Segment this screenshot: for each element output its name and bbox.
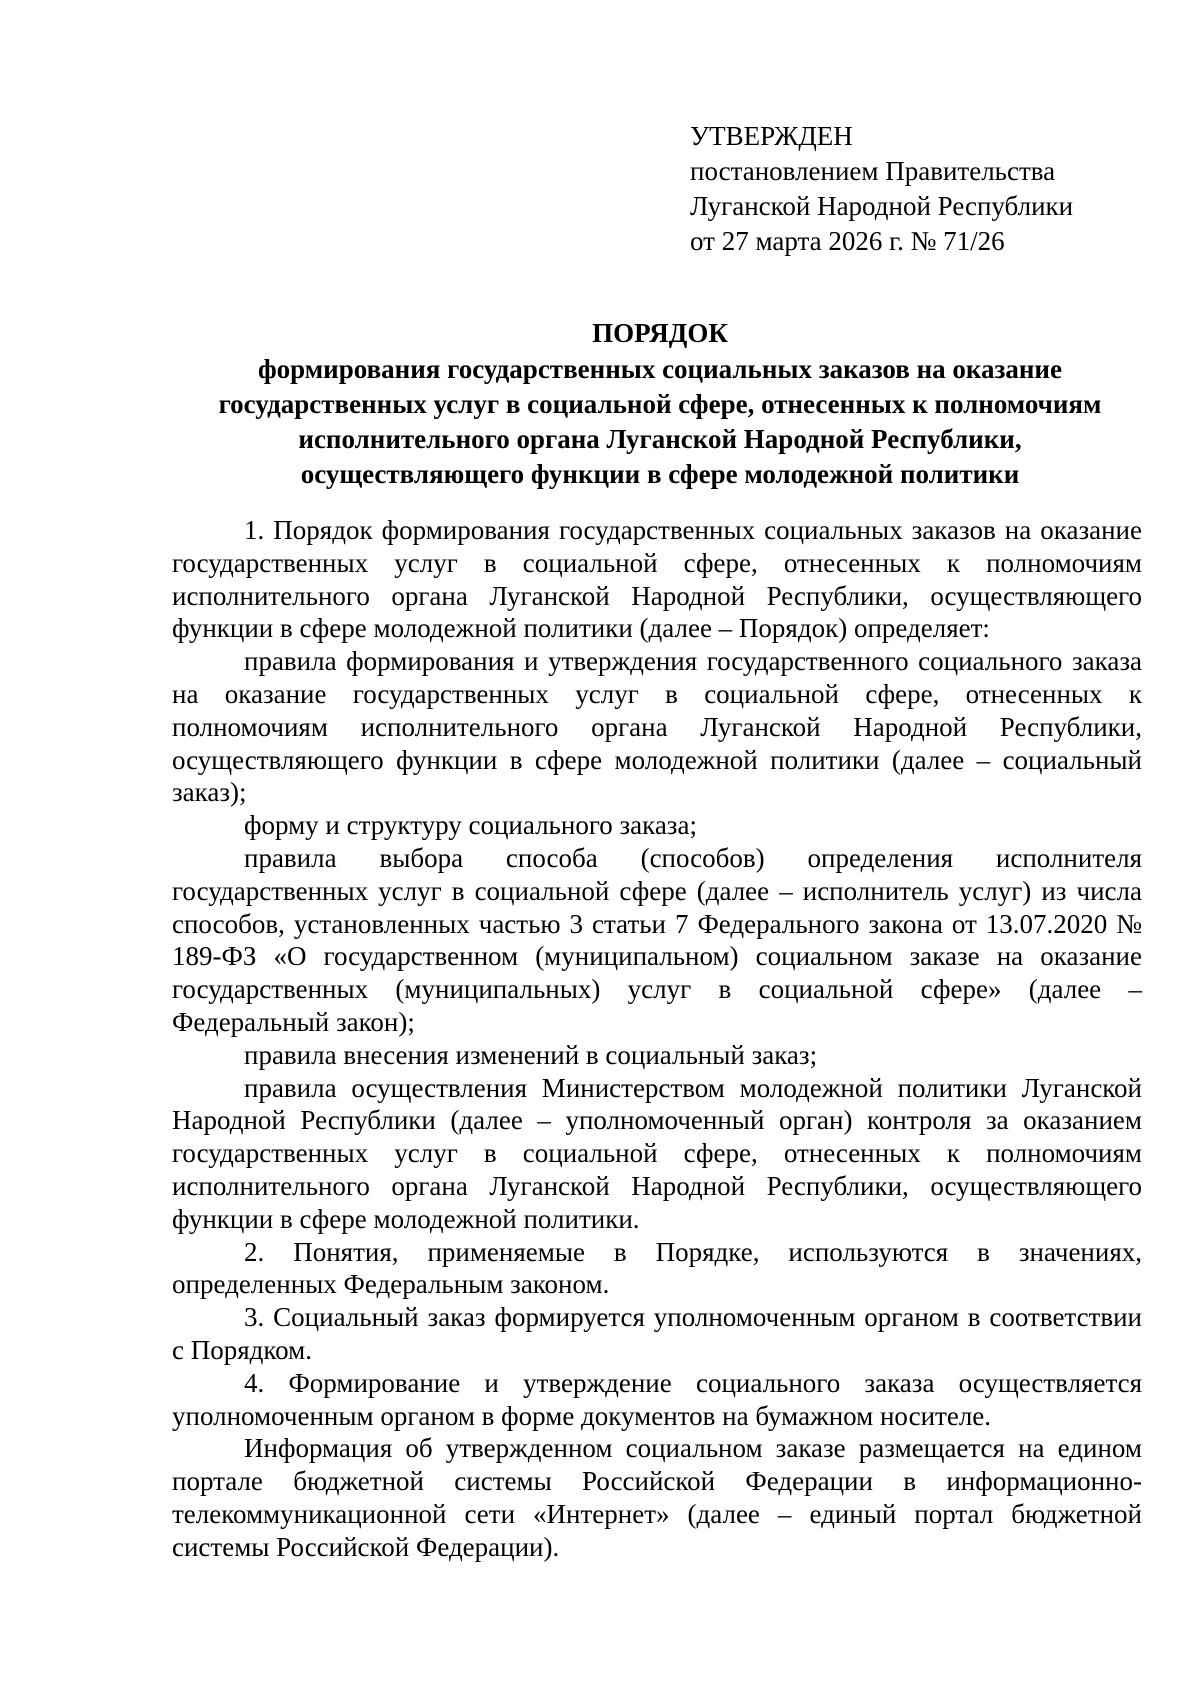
document-subtitle bbox=[170, 352, 1150, 492]
paragraph-rules-selection: правила выбора способа (способов) определения исполнителя государственных услуг в социальной сфере (далее – исполнитель услуг) из числа способов, установленных частью 3 статьи 7 Федерального закона от 13.07.2020 № 189-ФЗ «О государственном (муниципальном) социальном заказе на оказание государственных (муниципальных) услуг в социальной сфере» (далее – Федеральный закон); bbox=[172, 842, 1142, 1037]
paragraph-1: 1. Порядок формирования государственных социальных заказов на оказание государственных услуг в социальной сфере, отнесенных к полномочиям исполнительного органа Луганской Народной Республики, осуществляющего функции в сфере молодежной политики (далее – Порядок) определяет: bbox=[172, 515, 1142, 644]
subtitle-line: исполнительного органа Луганской Народной Республики, bbox=[298, 424, 1022, 454]
paragraph-rules-changes: правила внесения изменений в социальный заказ; bbox=[244, 1039, 818, 1070]
document-body bbox=[172, 514, 1142, 1564]
approval-date-number: от 27 марта 2026 г. № 71/26 bbox=[690, 226, 1005, 256]
paragraph-form-structure: форму и структуру социального заказа; bbox=[244, 810, 697, 841]
subtitle-line: формирования государственных социальных заказов на оказание bbox=[258, 354, 1062, 384]
subtitle-line: осуществляющего функции в сфере молодежной политики bbox=[300, 459, 1020, 489]
paragraph-rules-control: правила осуществления Министерством молодежной политики Луганской Народной Республики (далее – уполномоченный орган) контроля за оказанием государственных услуг в социальной сфере, отнесенных к полномочиям исполнительного органа Луганской Народной Республики, осуществляющего функции в сфере молодежной политики. bbox=[172, 1072, 1142, 1234]
approval-line: постановлением Правительства bbox=[690, 156, 1056, 186]
paragraph-rules-formation: правила формирования и утверждения государственного социального заказа на оказание государственных услуг в социальной сфере, отнесенных к полномочиям исполнительного органа Луганской Народной Республики, осуществляющего функции в сфере молодежной политики (далее – социальный заказ); bbox=[172, 646, 1142, 808]
approval-line: Луганской Народной Республики bbox=[690, 191, 1074, 221]
subtitle-line: государственных услуг в социальной сфере, отнесенных к полномочиям bbox=[218, 389, 1102, 419]
paragraph-2: 2. Понятия, применяемые в Порядке, используются в значениях, определенных Федеральным законом. bbox=[172, 1236, 1142, 1300]
approval-heading: УТВЕРЖДЕН bbox=[690, 121, 853, 151]
paragraph-3: 3. Социальный заказ формируется уполномоченным органом в соответствии с Порядком. bbox=[172, 1302, 1142, 1365]
paragraph-portal-info: Информация об утвержденном социальном заказе размещается на едином портале бюджетной системы Российской Федерации в информационно-телекоммуникационной сети «Интернет» (далее – единый портал бюджетной системы Российской Федерации). bbox=[172, 1433, 1142, 1562]
approval-block bbox=[690, 119, 1130, 259]
paragraph-4: 4. Формирование и утверждение социального заказа осуществляется уполномоченным органом в форме документов на бумажном носителе. bbox=[172, 1367, 1142, 1431]
document-title: ПОРЯДОК bbox=[592, 318, 728, 348]
